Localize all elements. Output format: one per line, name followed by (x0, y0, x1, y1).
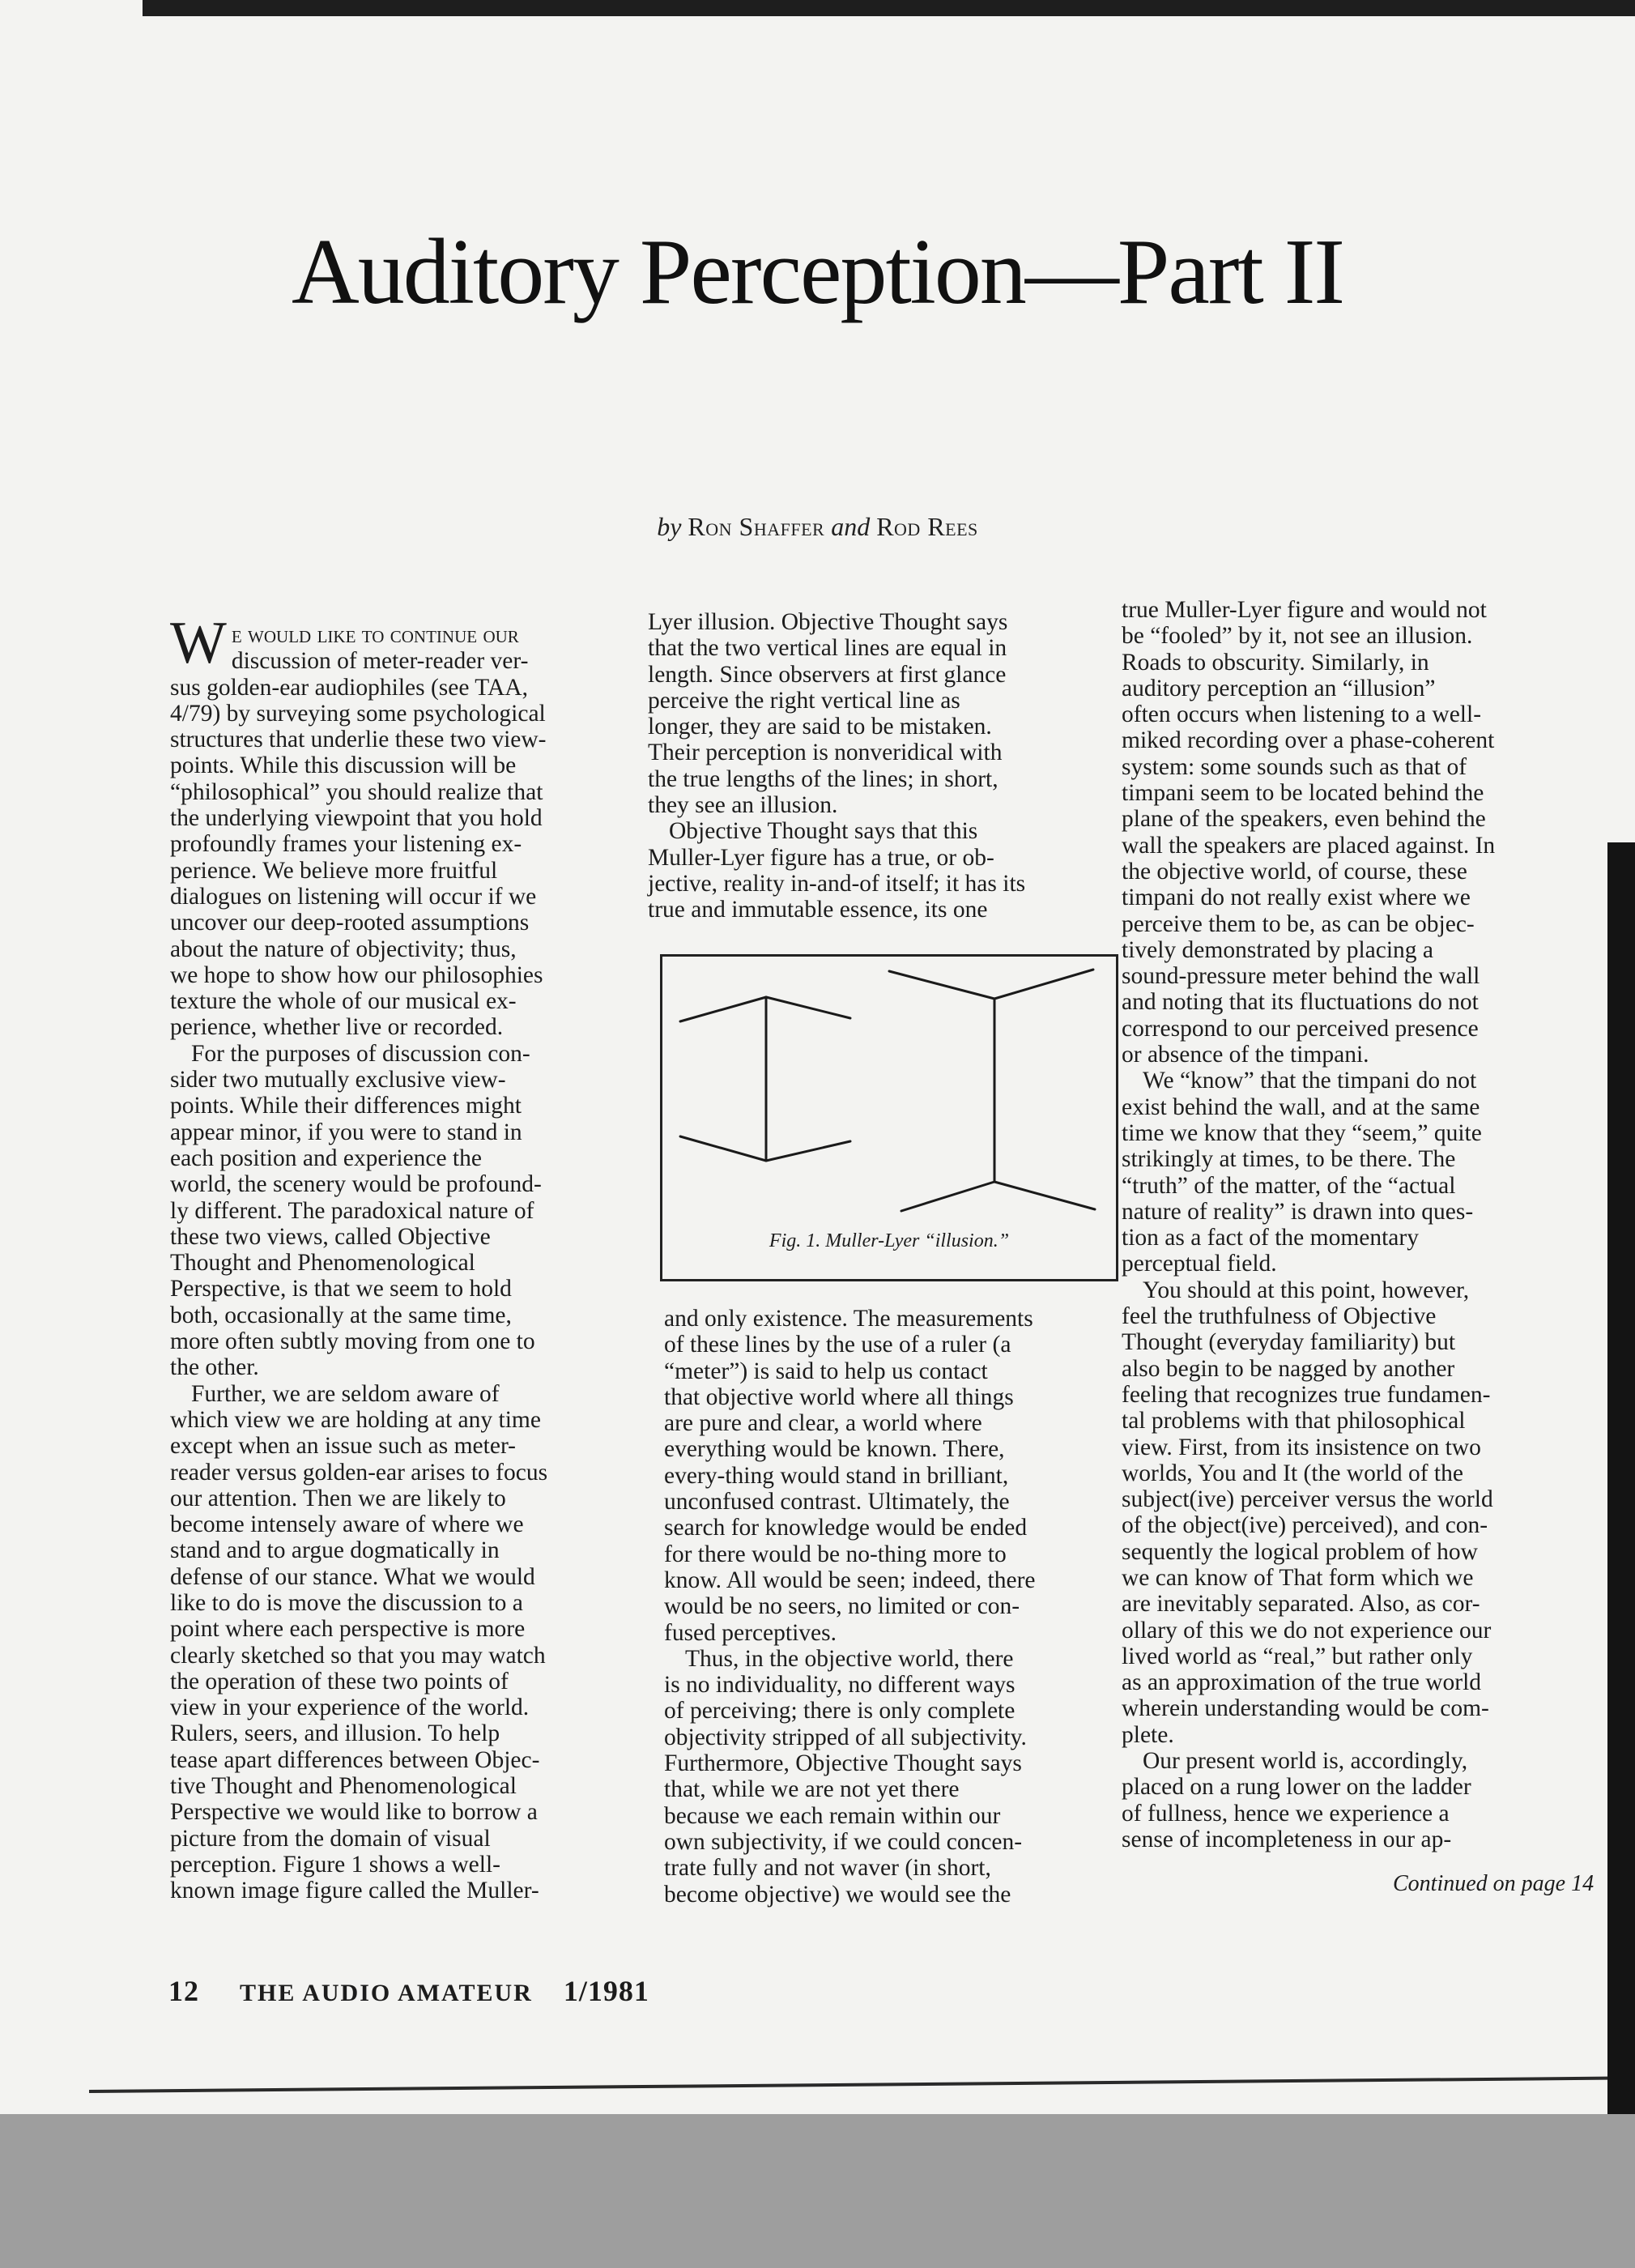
text-line: also begin to be nagged by another (1122, 1355, 1455, 1382)
text-line: true and immutable essence, its one (648, 897, 988, 923)
text-line: feel the truthfulness of Objective (1122, 1303, 1437, 1330)
text-line: tease apart differences between Objec- (170, 1746, 540, 1773)
text-line: stand and to argue dogmatically in (170, 1537, 500, 1564)
text-line: our attention. Then we are likely to (170, 1485, 506, 1511)
text-line: subject(ive) perceiver versus the world (1122, 1486, 1493, 1513)
text-line: You should at this point, however, (1143, 1277, 1470, 1303)
text-line: become objective) we would see the (664, 1881, 1011, 1908)
text-line: Thought and Phenomenological (170, 1250, 475, 1277)
text-line: that, while we are not yet there (664, 1776, 960, 1803)
text-line: about the nature of objectivity; thus, (170, 936, 517, 962)
right-top-fin-right (994, 970, 1093, 999)
text-line: Further, we are seldom aware of (191, 1380, 500, 1407)
text-line: as an approximation of the true world (1122, 1669, 1482, 1696)
text-line: be “fooled” by it, not see an illusion. (1122, 623, 1473, 650)
text-line: feeling that recognizes true fundamen- (1122, 1381, 1491, 1408)
text-line: everything would be known. There, (664, 1436, 1005, 1463)
text-line: perceive them to be, as can be objec- (1122, 910, 1475, 937)
text-line: trate fully and not waver (in short, (664, 1855, 991, 1882)
text-line: points. While this discussion will be (170, 752, 517, 779)
text-line: tive Thought and Phenomenological (170, 1773, 517, 1800)
lead-in: e would like to continue our (231, 622, 519, 648)
text-line: fused perceptives. (664, 1619, 837, 1646)
text-line: perception. Figure 1 shows a well- (170, 1851, 500, 1878)
text-line: each position and experience the (170, 1145, 482, 1171)
text-line: Muller-Lyer figure has a true, or ob- (648, 844, 994, 871)
text-line: uncover our deep-rooted assumptions (170, 910, 530, 936)
text-line: of perceiving; there is only complete (664, 1698, 1015, 1724)
text-line: We “know” that the timpani do not (1143, 1068, 1477, 1094)
text-line: auditory perception an “illusion” (1122, 675, 1436, 701)
page-number: 12 (168, 1975, 199, 2007)
column-1 (170, 610, 636, 1904)
text-line: perience. We believe more fruitful (170, 857, 498, 884)
text-line: is no individuality, no different ways (664, 1672, 1015, 1699)
text-line: system: some sounds such as that of (1122, 753, 1467, 780)
text-line: worlds, You and It (the world of the (1122, 1460, 1463, 1486)
text-line: view in your experience of the world. (170, 1695, 530, 1721)
text-line: “meter”) is said to help us contact (664, 1358, 988, 1384)
text-line: which view we are holding at any time (170, 1406, 541, 1433)
text-line: time we know that they “seem,” quite (1122, 1119, 1482, 1146)
text-line: ollary of this we do not experience our (1122, 1617, 1492, 1643)
right-bottom-fin-right (994, 1182, 1095, 1209)
text-line: sound-pressure meter behind the wall (1122, 963, 1480, 990)
text-line: more often subtly moving from one to (170, 1328, 535, 1355)
text-line: “philosophical” you should realize that (170, 778, 543, 805)
text-line: are pure and clear, a world where (664, 1410, 982, 1437)
text-line: known image figure called the Muller- (170, 1878, 539, 1904)
text-line: the underlying viewpoint that you hold (170, 805, 543, 832)
text-line: perceive the right vertical line as (648, 687, 960, 714)
drop-cap: W (170, 610, 227, 676)
text-line: points. While their differences might (170, 1093, 522, 1119)
text-line: would be no seers, no limited or con- (664, 1593, 1020, 1620)
text-line: know. All would be seen; indeed, there (664, 1567, 1036, 1593)
byline-author-1: Ron Shaffer (688, 512, 825, 541)
issue-date: 1/1981 (563, 1975, 649, 2007)
text-line: picture from the domain of visual (170, 1825, 491, 1852)
text-line: the objective world, of course, these (1122, 858, 1467, 885)
text-line: objectivity stripped of all subjectivity. (664, 1724, 1027, 1750)
text-line: plete. (1122, 1721, 1174, 1748)
right-bottom-fin-left (901, 1182, 994, 1211)
page-footer (168, 1974, 649, 2008)
column-3 (1122, 597, 1599, 1852)
left-top-fin-right (766, 997, 850, 1018)
figure-muller-lyer (660, 954, 1118, 1281)
text-line: and only existence. The measurements (664, 1306, 1033, 1332)
column-2-bottom (664, 1306, 1126, 1908)
text-line: every-thing would stand in brilliant, (664, 1462, 1009, 1489)
byline-author-2: Rod Rees (876, 512, 978, 541)
text-line: we hope to show how our philosophies (170, 961, 543, 988)
text-line: texture the whole of our musical ex- (170, 988, 517, 1015)
byline-and: and (831, 512, 871, 541)
text-line: perience, whether live or recorded. (170, 1014, 504, 1041)
text-line: perceptual field. (1122, 1251, 1277, 1277)
text-line: are inevitably separated. Also, as cor- (1122, 1591, 1480, 1618)
text-line: correspond to our perceived presence (1122, 1015, 1479, 1042)
text-line: sense of incompleteness in our ap- (1122, 1826, 1452, 1852)
bottom-rule (89, 2076, 1628, 2093)
text-line: point where each perspective is more (170, 1616, 526, 1643)
text-line: reader versus golden-ear arises to focus (170, 1459, 548, 1486)
text-line: for there would be no-thing more to (664, 1541, 1007, 1567)
text-line: appear minor, if you were to stand in (170, 1119, 522, 1145)
text-line: of these lines by the use of a ruler (a (664, 1332, 1011, 1358)
text-line: sus golden-ear audiophiles (see TAA, (170, 674, 528, 701)
text-line: strikingly at times, to be there. The (1122, 1146, 1456, 1173)
left-top-fin-left (680, 997, 766, 1021)
text-line: dialogues on listening will occur if we (170, 883, 537, 910)
text-line: jective, reality in-and-of itself; it has its (648, 870, 1026, 897)
text-line: timpani seem to be located behind the (1122, 780, 1484, 807)
text-line: Objective Thought says that this (669, 818, 978, 845)
text-line: Perspective we would like to borrow a (170, 1799, 538, 1826)
text-line: longer, they are said to be mistaken. (648, 714, 992, 740)
magazine-name: THE AUDIO AMATEUR (240, 1980, 533, 2006)
text-line: often occurs when listening to a well- (1122, 701, 1482, 728)
text-line: Rulers, seers, and illusion. To help (170, 1720, 500, 1747)
text-line: Our present world is, accordingly, (1143, 1748, 1468, 1775)
text-line: the true lengths of the lines; in short, (648, 765, 998, 792)
byline-by: by (657, 512, 682, 541)
text-line: view. First, from its insistence on two (1122, 1434, 1481, 1460)
scan-background (0, 2114, 1635, 2268)
text-line: we can know of That form which we (1122, 1564, 1474, 1591)
byline (0, 512, 1635, 542)
text-line: sequently the logical problem of how (1122, 1538, 1478, 1565)
text-line: become intensely aware of where we (170, 1511, 524, 1538)
text-line: the operation of these two points of (170, 1668, 509, 1695)
text-line: tal problems with that philosophical (1122, 1408, 1466, 1435)
column-2-top (648, 609, 1122, 923)
left-bottom-fin-right (766, 1141, 850, 1161)
text-line: except when an issue such as meter- (170, 1433, 517, 1460)
text-line: wherein understanding would be com- (1122, 1695, 1489, 1722)
text-line: “truth” of the matter, of the “actual (1122, 1172, 1456, 1199)
text-line: structures that underlie these two view- (170, 727, 547, 753)
text-line: tion as a fact of the momentary (1122, 1225, 1419, 1251)
text-line: lived world as “real,” but rather only (1122, 1643, 1473, 1669)
text-line: both, occasionally at the same time, (170, 1302, 512, 1328)
text-line: exist behind the wall, and at the same (1122, 1094, 1480, 1120)
text-line: For the purposes of discussion con- (191, 1040, 530, 1067)
text-line: that objective world where all things (664, 1383, 1014, 1410)
text-line: profoundly frames your listening ex- (170, 831, 522, 858)
text-line: ly different. The paradoxical nature of (170, 1197, 534, 1224)
scan-edge-shadow (1607, 842, 1635, 2114)
text-line: discussion of meter-reader ver- (231, 648, 529, 675)
text-line: Lyer illusion. Objective Thought says (648, 609, 1008, 635)
text-line: of the object(ive) perceived), and con- (1122, 1512, 1488, 1539)
text-line: or absence of the timpani. (1122, 1042, 1369, 1068)
text-line: and noting that its fluctuations do not (1122, 989, 1479, 1016)
text-line: unconfused contrast. Ultimately, the (664, 1489, 1010, 1516)
text-line: plane of the speakers, even behind the (1122, 806, 1486, 833)
text-line: length. Since observers at first glance (648, 661, 1007, 688)
text-line: Thus, in the objective world, there (685, 1645, 1014, 1672)
text-line: because we each remain within our (664, 1802, 1001, 1829)
text-line: Furthermore, Objective Thought says (664, 1750, 1022, 1777)
text-line: Their perception is nonveridical with (648, 740, 1003, 766)
text-line: the other. (170, 1354, 259, 1381)
text-line: nature of reality” is drawn into ques- (1122, 1198, 1474, 1225)
text-line: search for knowledge would be ended (664, 1515, 1028, 1541)
text-line: true Muller-Lyer figure and would not (1122, 597, 1487, 623)
left-bottom-fin-left (680, 1136, 766, 1161)
text-line: timpani do not really exist where we (1122, 885, 1471, 911)
text-line: clearly sketched so that you may watch (170, 1642, 546, 1669)
text-line: of fullness, hence we experience a (1122, 1800, 1450, 1827)
text-line: Perspective, is that we seem to hold (170, 1276, 512, 1302)
text-line: 4/79) by surveying some psychological (170, 700, 546, 727)
text-line: own subjectivity, if we could concen- (664, 1828, 1023, 1855)
text-line: miked recording over a phase-coherent (1122, 727, 1495, 754)
text-line: defense of our stance. What we would (170, 1563, 535, 1590)
continued-note: Continued on page 14 (1393, 1871, 1595, 1896)
text-line: that the two vertical lines are equal in (648, 635, 1007, 662)
text-line: sider two mutually exclusive view- (170, 1067, 506, 1094)
text-line: world, the scenery would be profound- (170, 1171, 542, 1198)
article-title: Auditory Perception—Part II (291, 220, 1344, 324)
text-line: Thought (everyday familiarity) but (1122, 1329, 1456, 1356)
text-line: like to do is move the discussion to a (170, 1589, 523, 1616)
text-line: tively demonstrated by placing a (1122, 936, 1434, 963)
figure-caption: Fig. 1. Muller-Lyer “illusion.” (769, 1230, 1010, 1251)
top-rule (143, 0, 1635, 16)
text-line: placed on a rung lower on the ladder (1122, 1774, 1471, 1801)
text-line: they see an illusion. (648, 792, 838, 819)
right-top-fin-left (889, 971, 994, 999)
text-line: wall the speakers are placed against. In (1122, 832, 1496, 859)
text-line: Roads to obscurity. Similarly, in (1122, 649, 1429, 676)
text-line: these two views, called Objective (170, 1223, 491, 1250)
